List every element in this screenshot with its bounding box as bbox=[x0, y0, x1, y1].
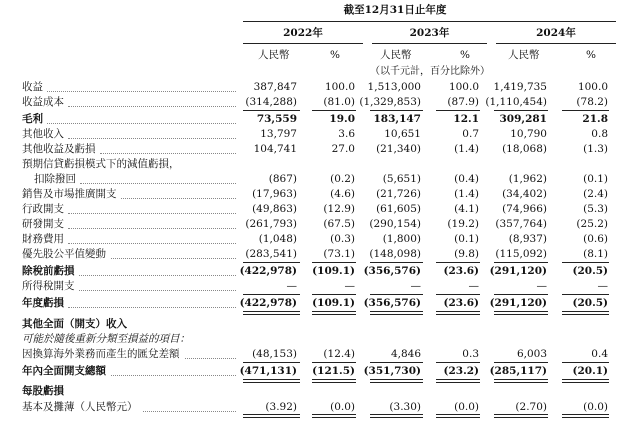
cell-2024-pct: (20.5) bbox=[572, 265, 608, 277]
cell-2022-rmb: (3.92) bbox=[265, 401, 297, 413]
cell-2024-rmb: 1,419,735 bbox=[493, 81, 547, 93]
period-header: 截至12月31日止年度 bbox=[343, 4, 447, 16]
cell-2024-rmb: (357,764) bbox=[495, 218, 547, 230]
year-rule-2024 bbox=[496, 43, 616, 44]
total-rule bbox=[370, 294, 423, 295]
cell-2022-pct: (0.0) bbox=[330, 401, 355, 413]
cell-2022-rmb: 387,847 bbox=[253, 81, 297, 93]
total-rule bbox=[562, 110, 609, 111]
cell-2024-rmb: (115,092) bbox=[495, 248, 547, 260]
total-rule bbox=[243, 311, 300, 315]
total-rule bbox=[370, 262, 423, 263]
col-header-rmb-2023: 人民幣 bbox=[380, 49, 412, 61]
row-label: 其他收益及虧損 bbox=[22, 143, 96, 155]
leader-dots bbox=[68, 307, 236, 308]
cell-2023-pct: (4.1) bbox=[454, 203, 479, 215]
cell-2023-pct: (23.6) bbox=[443, 265, 479, 277]
cell-2024-pct: (20.1) bbox=[572, 365, 608, 377]
cell-2024-pct: 100.0 bbox=[577, 81, 608, 93]
cell-2022-rmb: 104,741 bbox=[253, 143, 297, 155]
total-rule bbox=[312, 362, 356, 363]
leader-dots bbox=[80, 183, 236, 184]
leader-dots bbox=[111, 375, 236, 376]
total-rule bbox=[370, 414, 423, 418]
leader-dots bbox=[100, 153, 236, 154]
cell-2022-rmb: (422,978) bbox=[239, 297, 297, 309]
total-rule bbox=[494, 362, 548, 363]
leader-dots bbox=[68, 213, 236, 214]
cell-2022-rmb: (867) bbox=[268, 173, 297, 185]
total-rule bbox=[494, 262, 548, 263]
cell-2022-rmb: (471,131) bbox=[239, 365, 297, 377]
total-rule bbox=[312, 262, 356, 263]
row-label: 收益 bbox=[22, 81, 43, 93]
cell-2024-rmb: — bbox=[536, 280, 547, 292]
col-header-rmb-2024: 人民幣 bbox=[508, 49, 540, 61]
cell-2023-pct: (1.4) bbox=[454, 143, 479, 155]
leader-dots bbox=[68, 138, 236, 139]
cell-2022-pct: — bbox=[344, 280, 355, 292]
cell-2022-rmb: 73,559 bbox=[256, 113, 297, 125]
cell-2022-rmb: 13,797 bbox=[260, 128, 297, 140]
total-rule bbox=[494, 414, 548, 418]
cell-2022-pct: (109.1) bbox=[312, 265, 355, 277]
year-header-2022: 2022年 bbox=[283, 27, 323, 39]
cell-2022-rmb: (283,541) bbox=[245, 248, 297, 260]
cell-2023-rmb: (21,726) bbox=[376, 188, 421, 200]
cell-2023-rmb: (3.30) bbox=[389, 401, 421, 413]
cell-2022-rmb: — bbox=[286, 280, 297, 292]
cell-2022-pct: (121.5) bbox=[312, 365, 355, 377]
cell-2023-rmb: (61,605) bbox=[376, 203, 421, 215]
total-rule bbox=[562, 362, 609, 363]
row-label: 毛利 bbox=[22, 113, 43, 125]
cell-2023-pct: 0.3 bbox=[462, 348, 479, 360]
row-label: 所得稅開支 bbox=[22, 280, 75, 292]
total-rule bbox=[494, 110, 548, 111]
cell-2022-rmb: (17,963) bbox=[252, 188, 297, 200]
total-rule bbox=[312, 110, 356, 111]
cell-2024-rmb: 309,281 bbox=[499, 113, 547, 125]
cell-2024-rmb: (2.70) bbox=[515, 401, 547, 413]
cell-2024-rmb: (18,068) bbox=[502, 143, 547, 155]
cell-2023-rmb: 183,147 bbox=[373, 113, 421, 125]
row-label: 年內全面開支總額 bbox=[22, 365, 106, 377]
total-rule bbox=[562, 294, 609, 295]
leader-dots bbox=[47, 123, 236, 124]
total-rule bbox=[370, 379, 423, 383]
cell-2024-pct: (2.4) bbox=[583, 188, 608, 200]
total-rule bbox=[436, 362, 480, 363]
row-label: 銷售及市場推廣開支 bbox=[22, 188, 117, 200]
total-rule bbox=[436, 110, 480, 111]
cell-2024-pct: (78.2) bbox=[576, 96, 608, 108]
leader-dots bbox=[143, 411, 236, 412]
year-header-2023: 2023年 bbox=[409, 27, 450, 39]
cell-2023-rmb: — bbox=[410, 280, 421, 292]
cell-2024-pct: (1.3) bbox=[583, 143, 608, 155]
total-rule bbox=[562, 379, 609, 383]
row-label: 預期信貸虧損模式下的減值虧損， bbox=[22, 158, 180, 170]
total-rule bbox=[494, 311, 548, 315]
total-rule bbox=[243, 294, 300, 295]
cell-2023-pct: (23.2) bbox=[443, 365, 479, 377]
unit-note: （以千元計，百分比除外） bbox=[370, 66, 490, 77]
cell-2024-pct: 0.8 bbox=[591, 128, 608, 140]
row-label: 其他收入 bbox=[22, 128, 64, 140]
total-rule bbox=[562, 311, 609, 315]
cell-2023-pct: 0.7 bbox=[462, 128, 479, 140]
total-rule bbox=[494, 379, 548, 383]
total-rule bbox=[370, 311, 423, 315]
total-rule bbox=[562, 262, 609, 263]
leader-dots bbox=[111, 258, 236, 259]
total-rule bbox=[370, 110, 423, 111]
cell-2024-pct: (20.5) bbox=[572, 297, 608, 309]
cell-2023-pct: (87.9) bbox=[447, 96, 479, 108]
cell-2023-rmb: 10,651 bbox=[384, 128, 421, 140]
cell-2024-rmb: (34,402) bbox=[502, 188, 547, 200]
cell-2022-rmb: (261,793) bbox=[245, 218, 297, 230]
cell-2022-pct: (12.4) bbox=[323, 348, 355, 360]
cell-2024-pct: (0.6) bbox=[583, 233, 608, 245]
cell-2023-pct: (9.8) bbox=[454, 248, 479, 260]
row-label: 其他全面（開支）收入 bbox=[22, 318, 127, 330]
cell-2023-pct: 12.1 bbox=[453, 113, 479, 125]
cell-2024-pct: (8.1) bbox=[583, 248, 608, 260]
row-label: 優先股公平值變動 bbox=[22, 248, 106, 260]
total-rule bbox=[436, 262, 480, 263]
row-label: 可能於隨後重新分類至損益的項目： bbox=[22, 333, 190, 345]
cell-2022-pct: (81.0) bbox=[323, 96, 355, 108]
row-label: 行政開支 bbox=[22, 203, 64, 215]
cell-2023-pct: (0.1) bbox=[454, 233, 479, 245]
year-header-2024: 2024年 bbox=[536, 27, 576, 39]
cell-2023-pct: (1.4) bbox=[454, 188, 479, 200]
total-rule bbox=[312, 379, 356, 383]
cell-2022-rmb: (48,153) bbox=[252, 348, 297, 360]
total-rule bbox=[436, 414, 480, 418]
row-label: 除稅前虧損 bbox=[22, 265, 75, 277]
cell-2024-pct: (5.3) bbox=[583, 203, 608, 215]
col-header-rmb-2022: 人民幣 bbox=[258, 49, 290, 61]
cell-2023-pct: (0.0) bbox=[454, 401, 479, 413]
leader-dots bbox=[79, 290, 236, 291]
cell-2024-rmb: (1,110,454) bbox=[485, 96, 547, 108]
cell-2022-rmb: (314,288) bbox=[245, 96, 297, 108]
cell-2023-rmb: (290,154) bbox=[369, 218, 421, 230]
cell-2023-pct: 100.0 bbox=[448, 81, 479, 93]
row-label: 年度虧損 bbox=[22, 297, 64, 309]
cell-2022-pct: (12.9) bbox=[323, 203, 355, 215]
total-rule bbox=[243, 414, 300, 418]
cell-2023-pct: — bbox=[468, 280, 479, 292]
cell-2024-pct: 0.4 bbox=[591, 348, 608, 360]
cell-2024-rmb: 6,003 bbox=[516, 348, 547, 360]
cell-2023-rmb: 1,513,000 bbox=[367, 81, 421, 93]
cell-2022-pct: 100.0 bbox=[324, 81, 355, 93]
cell-2023-rmb: 4,846 bbox=[390, 348, 421, 360]
period-rule bbox=[243, 21, 616, 22]
cell-2023-rmb: (1,800) bbox=[382, 233, 421, 245]
cell-2022-pct: 3.6 bbox=[338, 128, 355, 140]
cell-2022-rmb: (49,863) bbox=[252, 203, 297, 215]
row-label: 基本及攤薄（人民幣元） bbox=[22, 401, 138, 413]
cell-2023-pct: (23.6) bbox=[443, 297, 479, 309]
total-rule bbox=[243, 362, 300, 363]
row-label: 研發開支 bbox=[22, 218, 64, 230]
cell-2023-rmb: (5,651) bbox=[382, 173, 421, 185]
col-header-pct-2024: % bbox=[586, 49, 596, 61]
leader-dots bbox=[68, 243, 236, 244]
cell-2024-rmb: (285,117) bbox=[489, 365, 547, 377]
leader-dots bbox=[121, 198, 236, 199]
cell-2022-pct: (67.5) bbox=[323, 218, 355, 230]
cell-2023-rmb: (356,576) bbox=[363, 265, 421, 277]
cell-2023-pct: (19.2) bbox=[447, 218, 479, 230]
total-rule bbox=[312, 311, 356, 315]
cell-2024-rmb: (1,962) bbox=[508, 173, 547, 185]
cell-2022-pct: (73.1) bbox=[323, 248, 355, 260]
cell-2022-pct: (0.2) bbox=[330, 173, 355, 185]
col-header-pct-2023: % bbox=[460, 49, 470, 61]
total-rule bbox=[436, 294, 480, 295]
leader-dots bbox=[79, 275, 236, 276]
leader-dots bbox=[47, 91, 236, 92]
row-label: 收益成本 bbox=[22, 96, 64, 108]
cell-2022-pct: (0.3) bbox=[330, 233, 355, 245]
cell-2022-pct: 19.0 bbox=[329, 113, 355, 125]
total-rule bbox=[436, 311, 480, 315]
row-label: 因換算海外業務而產生的匯兌差額 bbox=[22, 348, 180, 360]
cell-2024-pct: (0.1) bbox=[583, 173, 608, 185]
total-rule bbox=[243, 110, 300, 111]
total-rule bbox=[370, 362, 423, 363]
col-header-pct-2022: % bbox=[330, 49, 340, 61]
cell-2022-pct: 27.0 bbox=[331, 143, 355, 155]
cell-2024-pct: — bbox=[597, 280, 608, 292]
cell-2023-rmb: (351,730) bbox=[363, 365, 421, 377]
cell-2024-rmb: (291,120) bbox=[489, 297, 547, 309]
total-rule bbox=[243, 379, 300, 383]
year-rule-2022 bbox=[243, 43, 363, 44]
row-label: 財務費用 bbox=[22, 233, 64, 245]
year-rule-2023 bbox=[372, 43, 487, 44]
leader-dots bbox=[68, 106, 236, 107]
cell-2022-pct: (4.6) bbox=[330, 188, 355, 200]
cell-2023-rmb: (21,340) bbox=[376, 143, 421, 155]
cell-2024-rmb: (291,120) bbox=[489, 265, 547, 277]
total-rule bbox=[312, 414, 356, 418]
cell-2024-pct: (0.0) bbox=[583, 401, 608, 413]
cell-2022-pct: (109.1) bbox=[312, 297, 355, 309]
cell-2024-rmb: (74,966) bbox=[502, 203, 547, 215]
cell-2022-rmb: (422,978) bbox=[239, 265, 297, 277]
total-rule bbox=[312, 294, 356, 295]
total-rule bbox=[562, 414, 609, 418]
row-label: 扣除撥回 bbox=[34, 173, 76, 185]
cell-2024-rmb: 10,790 bbox=[510, 128, 547, 140]
cell-2023-rmb: (1,329,853) bbox=[359, 96, 421, 108]
row-label: 每股虧損 bbox=[22, 385, 64, 397]
total-rule bbox=[243, 262, 300, 263]
cell-2023-rmb: (148,098) bbox=[369, 248, 421, 260]
cell-2024-rmb: (8,937) bbox=[508, 233, 547, 245]
cell-2024-pct: (25.2) bbox=[576, 218, 608, 230]
cell-2024-pct: 21.8 bbox=[582, 113, 608, 125]
cell-2023-rmb: (356,576) bbox=[363, 297, 421, 309]
cell-2023-pct: (0.4) bbox=[454, 173, 479, 185]
leader-dots bbox=[68, 228, 236, 229]
cell-2022-rmb: (1,048) bbox=[258, 233, 297, 245]
total-rule bbox=[494, 294, 548, 295]
total-rule bbox=[436, 379, 480, 383]
